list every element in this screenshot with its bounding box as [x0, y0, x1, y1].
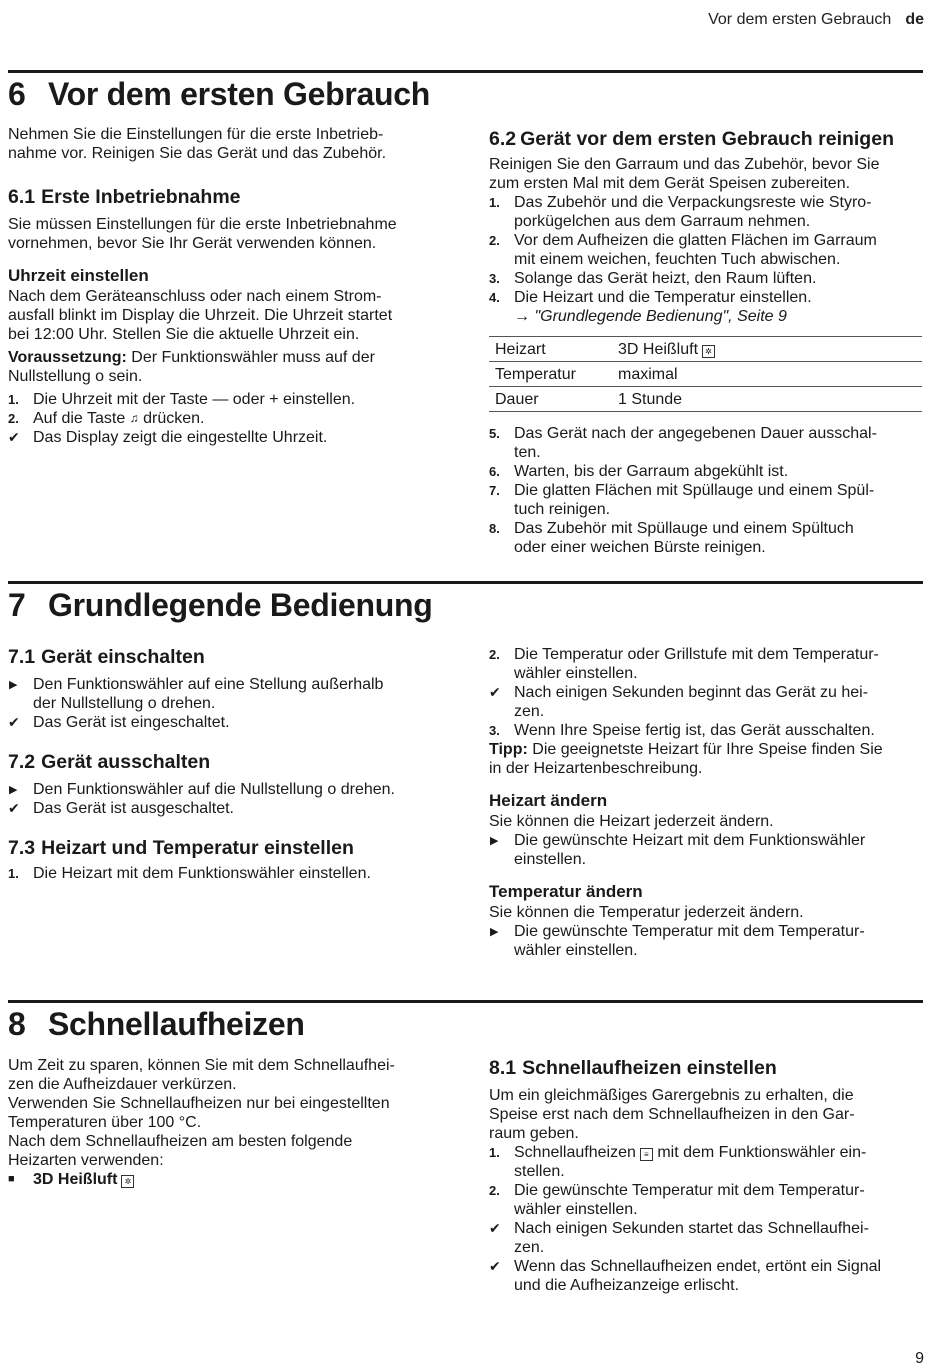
action-item: ▶ Den Funktionswähler auf eine Stellung außerhalb der Nullstellung o drehen.: [9, 676, 384, 712]
list-item: 8. Das Zubehör mit Spüllauge und einem Spültuch oder einer weichen Bürste reinigen.: [489, 520, 854, 556]
cross-reference-link[interactable]: → "Grundlegende Bedienung", Seite 9: [514, 308, 787, 325]
check-icon: ✔: [489, 1258, 501, 1274]
list-item: 6. Warten, bis der Garraum abgekühlt ist.: [489, 463, 789, 480]
list-item: 2. Die gewünschte Temperatur mit dem Temperatur- wähler einstellen.: [489, 1182, 865, 1218]
chapter-7-right-column: [489, 645, 923, 960]
list-item: 5. Das Gerät nach der angegebenen Dauer ausschal- ten.: [489, 425, 877, 461]
action-item: ▶ Die gewünschte Heizart mit dem Funktionswähler einstellen.: [490, 832, 866, 868]
triangle-bullet-icon: ▶: [490, 835, 499, 847]
heat-change-text: Sie können die Heizart jederzeit ändern.: [489, 813, 774, 830]
clock-text: Nach dem Geräteanschluss oder nach einem Strom- ausfall blinkt im Display die Uhrzeit. Die Uhrzeit startet bei 12:00 Uhr. Stellen Sie die aktuelle Uhrzeit ein.: [8, 288, 393, 343]
result-item: ✔ Das Display zeigt die eingestellte Uhrzeit.: [8, 429, 328, 446]
action-item: ▶ Den Funktionswähler auf die Nullstellung o drehen.: [9, 781, 395, 798]
clock-steps: [8, 390, 438, 447]
list-item: 3. Wenn Ihre Speise fertig ist, das Gerät ausschalten.: [489, 722, 875, 739]
clock-subheading: Uhrzeit einstellen: [8, 266, 149, 285]
heat-steps-start: [8, 864, 438, 883]
chapter-6-title: 6 Vor dem ersten Gebrauch: [8, 76, 430, 112]
chapter-6-intro: Nehmen Sie die Einstellungen für die erste Inbetrieb- nahme vor. Reinigen Sie das Gerät und das Zubehör.: [8, 126, 387, 162]
section-7-3-title: 7.3 Heizart und Temperatur einstellen: [8, 837, 354, 859]
heat-steps-continued: [489, 645, 923, 740]
result-item: ✔ Das Gerät ist eingeschaltet.: [8, 714, 230, 731]
switch-on-list: [8, 675, 438, 732]
check-icon: ✔: [8, 800, 20, 816]
result-item: ✔ Das Gerät ist ausgeschaltet.: [8, 800, 234, 817]
chapter-8-intro: Um Zeit zu sparen, können Sie mit dem Schnellaufhei- zen die Aufheizdauer verkürzen. Verwenden Sie Schnellaufheizen nur bei eingestellten Temperaturen über 100 °C. Nach dem Schnellaufheizen am besten folgende Heizarten verwenden:: [8, 1057, 395, 1169]
list-item: 3. Solange das Gerät heizt, den Raum lüften.: [489, 270, 817, 287]
section-6-2-title: 6.2 Gerät vor dem ersten Gebrauch reinigen: [489, 128, 894, 150]
list-item: 1. Schnellaufheizen ≡ mit dem Funktionswähler ein- stellen.: [489, 1144, 867, 1180]
square-bullet-icon: ■: [8, 1173, 15, 1185]
triangle-bullet-icon: ▶: [9, 784, 18, 796]
running-header: [708, 11, 924, 29]
result-item: ✔ Nach einigen Sekunden beginnt das Gerät zu hei- zen.: [489, 684, 869, 720]
chapter-8: [8, 1000, 923, 1330]
chapter-6-left-column: [8, 125, 438, 447]
cleaning-steps-a: [489, 193, 923, 326]
temp-change-text: Sie können die Temperatur jederzeit ändern.: [489, 904, 804, 921]
clock-bell-icon: ♫: [129, 411, 139, 425]
rapid-heat-icon: ≡: [640, 1148, 653, 1161]
precondition: Voraussetzung: Der Funktionswähler muss auf der Nullstellung o sein.: [8, 349, 375, 385]
list-item: 2. Die Temperatur oder Grillstufe mit dem Temperatur- wähler einstellen.: [489, 646, 879, 682]
chapter-rule: [8, 1000, 923, 1003]
page-number: 9: [915, 1350, 924, 1367]
section-8-1-title: 8.1 Schnellaufheizen einstellen: [489, 1057, 777, 1079]
heat-change-list: [489, 831, 923, 869]
list-item: 1. Das Zubehör und die Verpackungsreste wie Styro- porkügelchen aus dem Garraum nehmen.: [489, 194, 872, 230]
chapter-6: [8, 70, 923, 560]
chapter-8-title: 8 Schnellaufheizen: [8, 1006, 305, 1042]
triangle-bullet-icon: ▶: [9, 679, 18, 691]
table-row: Dauer 1 Stunde: [489, 387, 922, 412]
running-header-section: Vor dem ersten Gebrauch: [708, 11, 892, 28]
check-icon: ✔: [489, 684, 501, 700]
section-8-1-intro: Um ein gleichmäßiges Garergebnis zu erhalten, die Speise erst nach dem Schnellaufheizen in den Gar- raum geben.: [489, 1087, 855, 1142]
triangle-bullet-icon: ▶: [490, 926, 499, 938]
check-icon: ✔: [489, 1220, 501, 1236]
chapter-8-right-column: [489, 1056, 923, 1295]
list-item: 4. Die Heizart und die Temperatur einstellen. → "Grundlegende Bedienung", Seite 9: [489, 289, 812, 325]
list-item: 1. Die Heizart mit dem Funktionswähler einstellen.: [8, 865, 371, 882]
section-7-1-title: 7.1 Gerät einschalten: [8, 646, 205, 668]
list-item: 7. Die glatten Flächen mit Spüllauge und einem Spül- tuch reinigen.: [489, 482, 875, 518]
list-item: 1. Die Uhrzeit mit der Taste — oder + einstellen.: [8, 391, 356, 408]
section-6-2-intro: Reinigen Sie den Garraum und das Zubehör, bevor Sie zum ersten Mal mit dem Gerät Speisen zubereiten.: [489, 156, 880, 192]
check-icon: ✔: [8, 429, 20, 445]
temp-change-subheading: Temperatur ändern: [489, 882, 643, 901]
list-item: 2. Auf die Taste ♫ drücken.: [8, 410, 205, 427]
check-icon: ✔: [8, 714, 20, 730]
heat-change-subheading: Heizart ändern: [489, 791, 608, 810]
chapter-8-left-column: [8, 1056, 438, 1189]
hot-air-fan-icon: ✲: [702, 345, 715, 358]
list-item: ■ 3D Heißluft ✲: [8, 1170, 438, 1189]
rapid-heat-steps: [489, 1143, 923, 1295]
language-code: de: [905, 11, 924, 28]
section-6-1-text: Sie müssen Einstellungen für die erste Inbetriebnahme vornehmen, bevor Sie Ihr Gerät verwenden können.: [8, 216, 397, 252]
temp-change-list: [489, 922, 923, 960]
section-7-2-title: 7.2 Gerät ausschalten: [8, 751, 211, 773]
chapter-7-left-column: [8, 645, 438, 883]
list-item: 2. Vor dem Aufheizen die glatten Flächen im Garraum mit einem weichen, feuchten Tuch abwischen.: [489, 232, 877, 268]
table-row: Temperatur maximal: [489, 362, 922, 387]
chapter-7: [8, 581, 923, 981]
result-item: ✔ Wenn das Schnellaufheizen endet, ertönt ein Signal und die Aufheizanzeige erlischt.: [489, 1258, 882, 1294]
action-item: ▶ Die gewünschte Temperatur mit dem Temperatur- wähler einstellen.: [490, 923, 865, 959]
cleaning-parameters-table: [489, 336, 922, 412]
chapter-rule: [8, 581, 923, 584]
chapter-rule: [8, 70, 923, 73]
chapter-7-title: 7 Grundlegende Bedienung: [8, 587, 433, 623]
cleaning-steps-b: [489, 424, 923, 557]
table-row: Heizart 3D Heißluft ✲: [489, 337, 922, 362]
chapter-6-right-column: [489, 127, 923, 557]
tip: Tipp: Die geeignetste Heizart für Ihre Speise finden Sie in der Heizartenbeschreibung.: [489, 741, 883, 777]
switch-off-list: [8, 780, 438, 818]
hot-air-fan-icon: ✲: [121, 1175, 134, 1188]
section-6-1-title: 6.1 Erste Inbetriebnahme: [8, 186, 241, 208]
result-item: ✔ Nach einigen Sekunden startet das Schnellaufhei- zen.: [489, 1220, 869, 1256]
recommended-heat-types: [8, 1170, 438, 1189]
